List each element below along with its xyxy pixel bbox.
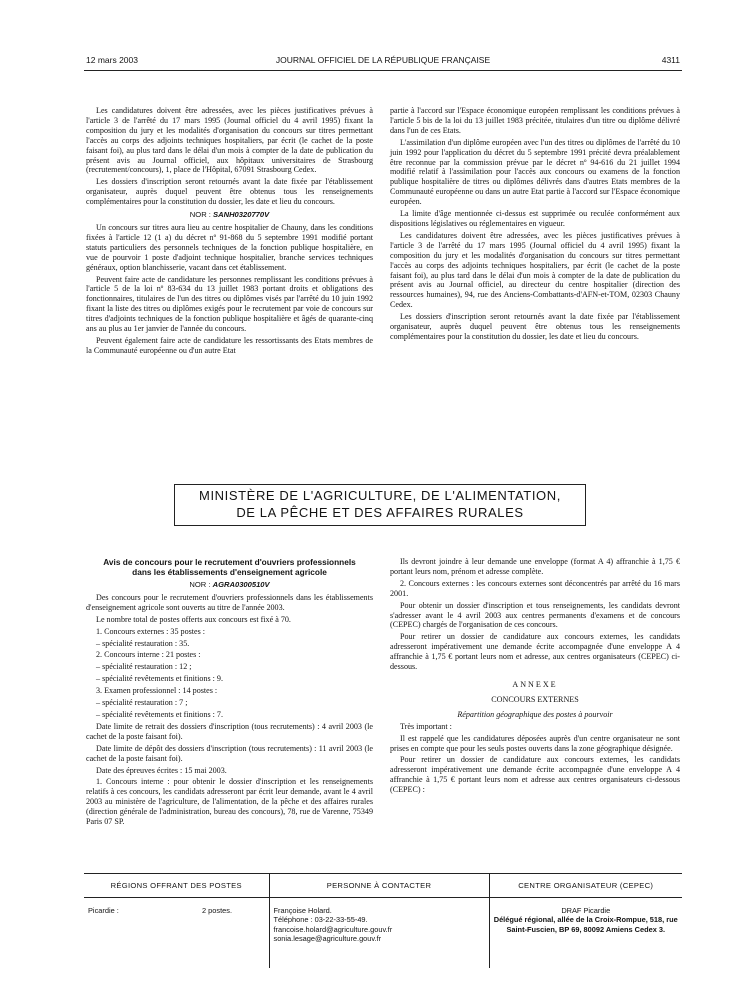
paragraph: La limite d'âge mentionnée ci-dessus est supprimée ou reculée conformément aux dispositions législatives ou réglementaires en vigueur. bbox=[390, 209, 680, 228]
paragraph: Il est rappelé que les candidatures déposées auprès d'un centre organisateur ne sont prises en compte que pour les seuls postes ouverts dans la zone géographique désignée. bbox=[390, 733, 680, 753]
top-right-column bbox=[390, 106, 680, 342]
paragraph: Des concours pour le recrutement d'ouvriers professionnels dans les établissements d'enseignement agricole sont ouverts au titre de l'année 2003. bbox=[86, 592, 373, 612]
organizer-address: Délégué régional, allée de la Croix-Rompue, 518, rue bbox=[493, 915, 678, 925]
post-count: 2 postes. bbox=[202, 906, 232, 915]
annexe-subtitle: CONCOURS EXTERNES bbox=[491, 694, 579, 704]
contact-email: francoise.holard@agriculture.gouv.fr bbox=[273, 924, 393, 934]
header-date: 12 mars 2003 bbox=[86, 55, 138, 65]
paragraph: 2. Concours externes : les concours externes sont déconcentrés par arrêté du 16 mars 2001. bbox=[390, 578, 680, 598]
paragraph: Les candidatures doivent être adressées, avec les pièces justificatives prévues à l'article 3 de l'arrêté du 17 mars 1995 (Journal officiel du 4 avril 1995) fixant la composition du jury et les modalités d'organisation du concours sur titres permettant l'accès au corps des adjoints techniques hospitaliers, par écrit (le cachet de la poste faisant foi), au plus tard dans le délai d'un mois à compter de la date de publication du présent avis au Journal officiel, au directeur du centre hospitalier (direction des ressources humaines), 94, rue des Anciens-Combattants-d'AFN-et-TOM, 02303 Chauny Cedex. bbox=[390, 230, 680, 310]
paragraph: 1. Concours interne : pour obtenir le dossier d'inscription et les renseignements relatifs à ces concours, les candidats adresseront par écrit leur demande, avant le 4 avril 2003 au ministère de l'agriculture, de l'alimentation, de la pêche et des affaires rurales (direction générale de l'administration, bureau des concours), 78, rue de Varenne, 75349 Paris 07 SP. bbox=[86, 777, 373, 827]
paragraph: Peuvent faire acte de candidature les personnes remplissant les conditions prévues à l'article 5 de la loi nº 83-634 du 13 juillet 1983 portant droits et obligations des fonctionnaires, titulaires de l'un des titres ou diplômes visés par l'arrêté du 10 juin 1992 fixant la liste des titres ou diplômes exigés pour le recrutement par voie de concours sur titres d'adjoints techniques de la fonction publique hospitalière et âgés de quarante-cinq ans au plus au 1er janvier de l'année du concours. bbox=[86, 274, 373, 334]
nor-code: AGRA0300510V bbox=[212, 580, 270, 589]
ministry-line-1: MINISTÈRE DE L'AGRICULTURE, DE L'ALIMENTATION, bbox=[199, 488, 561, 503]
page-number: 4311 bbox=[661, 55, 680, 65]
paragraph: L'assimilation d'un diplôme européen avec l'un des titres ou diplômes de l'arrêté du 10 juin 1992 pour l'application du décret du 5 septembre 1991 précité devra préalablement être reconnue par la commission prévue par le décret nº 94-616 du 21 juillet 1994 modifié relatif à l'assimilation pour l'accès aux concours ou examens de la fonction publique hospitalière de titres ou diplômes délivrés dans d'autres Etats membres de la Communauté européenne ou dans un autre Etat partie à l'accord sur l'Espace économique européen. bbox=[390, 137, 680, 207]
list-item: – spécialité revêtements et finitions : 9. bbox=[96, 674, 223, 684]
list-item: 1. Concours externes : 35 postes : bbox=[96, 626, 206, 636]
nor-label: NOR : bbox=[189, 580, 211, 589]
annexe-caption: Répartition géographique des postes à pourvoir bbox=[457, 709, 613, 719]
column-header: CENTRE ORGANISATEUR (CEPEC) bbox=[489, 873, 682, 898]
contact-cell bbox=[269, 898, 489, 969]
top-left-column bbox=[86, 106, 373, 356]
contact-phone: Téléphone : 03-22-33-55-49. bbox=[273, 915, 368, 925]
paragraph: Très important : bbox=[400, 721, 452, 731]
organizer-cell bbox=[489, 898, 682, 969]
list-item: – spécialité restauration : 12 ; bbox=[96, 662, 192, 672]
region-cell bbox=[84, 898, 269, 969]
list-item: – spécialité restauration : 35. bbox=[96, 638, 190, 648]
paragraph: Les dossiers d'inscription seront retournés avant la date fixée par l'établissement organisateur, auprès duquel peuvent être obtenus tous les renseignements complémentaires pour la constitution du dossier, les date et lieu du concours. bbox=[390, 312, 680, 341]
paragraph: Pour retirer un dossier de candidature aux concours externes, les candidats adresseront impérativement une demande écrite accompagnée d'une enveloppe A 4 affranchie à 1,75 € portant leurs nom et adresse aux centres organisateurs ci-dessous (CEPEC) : bbox=[390, 755, 680, 795]
header-rule bbox=[84, 70, 682, 71]
region-name: Picardie : bbox=[88, 906, 119, 915]
organizer-address: Saint-Fuscien, BP 69, 80092 Amiens Cedex 3. bbox=[506, 924, 666, 934]
list-item: 2. Concours interne : 21 postes : bbox=[96, 650, 201, 660]
paragraph: Pour obtenir un dossier d'inscription et tous renseignements, les candidats devront s'adresser avant le 4 avril 2003 aux centres permanents d'examens et de concours (CEPEC) chargés de l'organisation de ces concours. bbox=[390, 600, 680, 630]
paragraph: Les candidatures doivent être adressées, avec les pièces justificatives prévues à l'article 3 de l'arrêté du 17 mars 1995 (Journal officiel du 4 avril 1995) fixant la composition du jury et les modalités d'organisation du concours sur titres permettant l'accès au corps des adjoints techniques hospitaliers, par écrit (le cachet de la poste faisant foi), au plus tard dans le délai d'un mois à compter de la date de publication du présent avis au Journal officiel, aux hôpitaux universitaires de Strasbourg (recrutement/concours), 1, place de l'Hôpital, 67091 Strasbourg Cedex. bbox=[86, 106, 373, 175]
list-item: – spécialité revêtements et finitions : 7. bbox=[96, 709, 223, 719]
table-row bbox=[84, 898, 682, 969]
paragraph: Date des épreuves écrites : 15 mai 2003. bbox=[96, 765, 227, 775]
ministry-line-2: DE LA PÊCHE ET DES AFFAIRES RURALES bbox=[236, 505, 524, 520]
paragraph: partie à l'accord sur l'Espace économique européen remplissant les conditions prévues à l'article 5 bis de la loi du 13 juillet 1983 précitée, titulaires d'un titre ou diplôme délivré dans l'un de ces Etats. bbox=[390, 106, 680, 135]
paragraph: Peuvent également faire acte de candidature les ressortissants des Etats membres de la Communauté européenne ou d'un autre Etat bbox=[86, 335, 373, 355]
annexe-heading: ANNEXE bbox=[512, 679, 558, 689]
paragraph: Pour retirer un dossier de candidature aux concours externes, les candidats adresseront impérativement une demande écrite accompagnée d'une enveloppe A 4 affranchie à 1,75 € portant leurs nom et adresse, aux centres organisateurs (CEPEC) ci-dessous. bbox=[390, 632, 680, 672]
paragraph: Date limite de dépôt des dossiers d'inscription (tous recrutements) : 11 avril 2003 (le cachet de la poste faisant foi). bbox=[86, 743, 373, 763]
journal-title: JOURNAL OFFICIEL DE LA RÉPUBLIQUE FRANÇAISE bbox=[275, 55, 491, 65]
nor-label: NOR : bbox=[189, 210, 211, 220]
nor-reference bbox=[86, 210, 373, 220]
nor-code: SANH0320770V bbox=[213, 210, 270, 220]
paragraph: Les dossiers d'inscription seront retournés avant la date fixée par l'établissement organisateur, auprès duquel peuvent être obtenus tous les renseignements complémentaires pour la constitution du dossier, les date et lieu du concours. bbox=[86, 177, 373, 207]
bottom-left-column bbox=[86, 557, 373, 827]
paragraph: Ils devront joindre à leur demande une enveloppe (format A 4) affranchie à 1,75 € portant leurs nom, prénom et adresse complète. bbox=[390, 557, 680, 576]
bottom-right-column bbox=[390, 557, 680, 795]
contact-name: Françoise Holard. bbox=[273, 906, 332, 915]
contact-email: sonia.lesage@agriculture.gouv.fr bbox=[273, 934, 382, 944]
notice-title: Avis de concours pour le recrutement d'ouvriers professionnels dans les établissements d'enseignement agricole bbox=[103, 557, 356, 577]
list-item: – spécialité restauration : 7 ; bbox=[96, 698, 188, 708]
contacts-table bbox=[84, 873, 682, 968]
ministry-heading-box bbox=[174, 484, 586, 526]
list-item: 3. Examen professionnel : 14 postes : bbox=[96, 686, 218, 696]
column-header: RÉGIONS OFFRANT DES POSTES bbox=[84, 873, 269, 898]
page-header bbox=[86, 55, 680, 69]
table-header-row bbox=[84, 873, 682, 898]
paragraph: Un concours sur titres aura lieu au centre hospitalier de Chauny, dans les conditions fixées à l'article 12 (1 a) du décret nº 91-868 du 5 septembre 1991 modifié portant statuts particuliers des personnels techniques de la fonction publique hospitalière, en vue de pourvoir 1 poste d'adjoint technique hospitalier, branche services techniques généraux, option blanchisserie, vacant dans cet établissement. bbox=[86, 222, 373, 272]
column-header: PERSONNE À CONTACTER bbox=[269, 873, 489, 898]
paragraph: Date limite de retrait des dossiers d'inscription (tous recrutements) : 4 avril 2003 (le cachet de la poste faisant foi). bbox=[86, 721, 373, 741]
paragraph: Le nombre total de postes offerts aux concours est fixé à 70. bbox=[96, 614, 291, 624]
organizer-name: DRAF Picardie bbox=[561, 906, 611, 915]
nor-reference bbox=[86, 580, 373, 590]
